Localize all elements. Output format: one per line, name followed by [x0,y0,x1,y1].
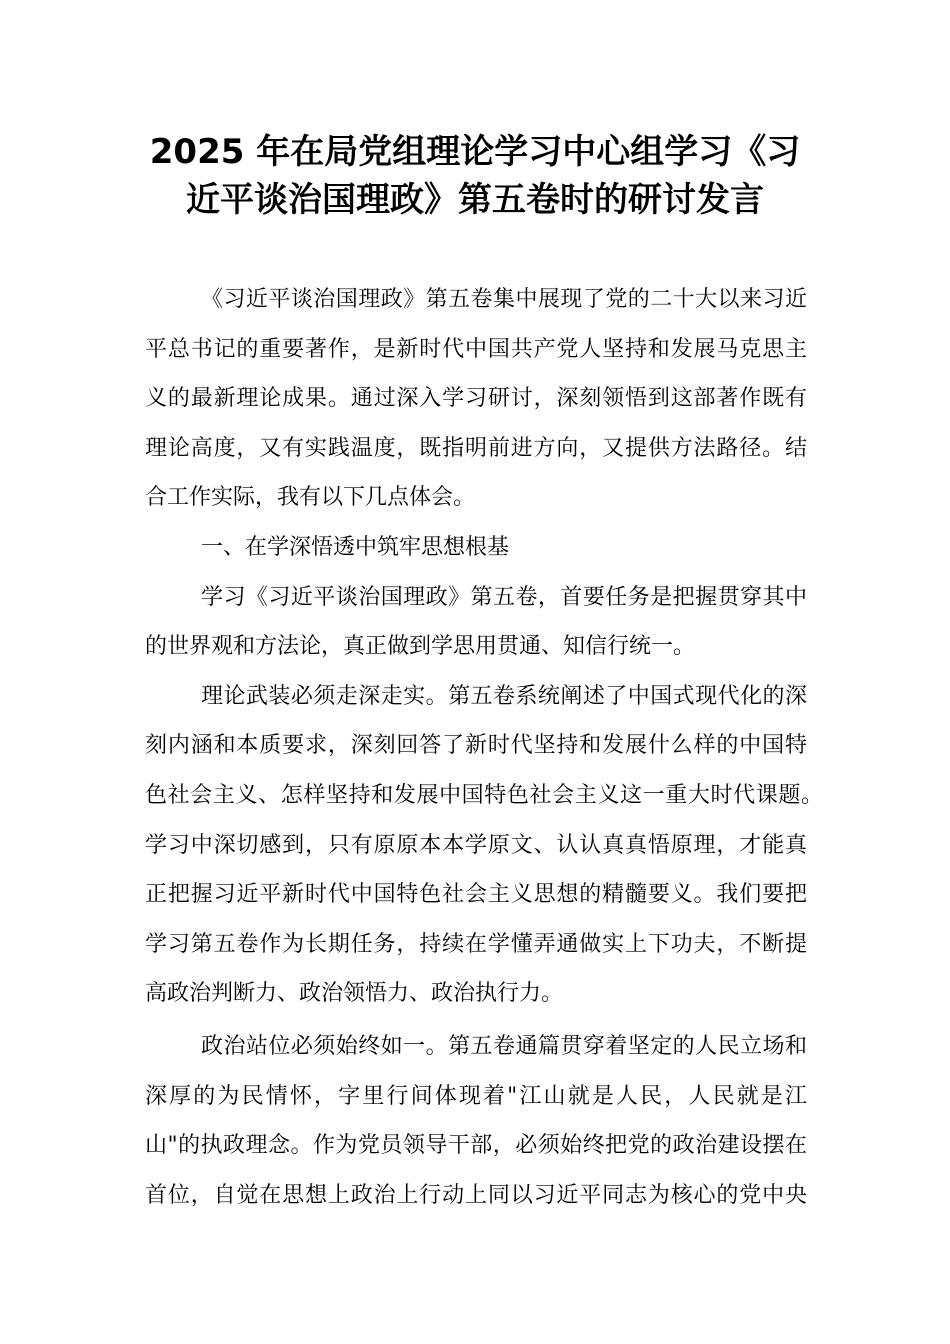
text-line: 深厚的为民情怀，字里行间体现着"江山就是人民，人民就是江 [145,1083,807,1109]
text-line: 义的最新理论成果。通过深入学习研讨，深刻领悟到这部著作既有 [145,386,807,412]
text-line: 学习第五卷作为长期任务，持续在学懂弄通做实上下功夫，不断提 [145,931,807,957]
text-line: 山"的执政理念。作为党员领导干部，必须始终把党的政治建设摆在 [145,1133,807,1159]
text-line: 《习近平谈治国理政》第五卷集中展现了党的二十大以来习近 [201,287,807,312]
text-line: 政治站位必须始终如一。第五卷通篇贯穿着坚定的人民立场和 [201,1033,807,1059]
text-line: 合工作实际，我有以下几点体会。 [145,485,476,511]
document-body [145,275,823,1220]
text-line: 理论高度，又有实践温度，既指明前进方向，又提供方法路径。结 [145,435,807,461]
intro-paragraph [145,275,807,523]
text-line: 正把握习近平新时代中国特色社会主义思想的精髓要义。我们要把 [145,882,807,908]
text-line: 的世界观和方法论，真正做到学思用贯通、知信行统一。 [145,634,696,660]
text-line: 理论武装必须走深走实。第五卷系统阐述了中国式现代化的深 [201,683,807,709]
text-line: 高政治判断力、政治领悟力、政治执行力。 [145,981,564,1007]
paragraph [145,1022,807,1220]
section-heading-text: 一、在学深悟透中筑牢思想根基 [201,534,510,560]
section-heading [145,523,807,573]
paragraph [145,573,807,672]
title-line: 2025 年在局党组理论学习中心组学习《习 [149,132,801,172]
text-line: 学习中深切感到，只有原原本本学原文、认认真真悟原理，才能真 [145,832,807,858]
text-line: 刻内涵和本质要求，深刻回答了新时代坚持和发展什么样的中国特 [145,733,807,759]
text-line: 平总书记的重要著作，是新时代中国共产党人坚持和发展马克思主 [145,336,807,362]
title-line: 近平谈治国理政》第五卷时的研讨发言 [186,180,764,220]
text-line: 学习《习近平谈治国理政》第五卷，首要任务是把握贯穿其中 [201,584,807,610]
text-line: 首位，自觉在思想上政治上行动上同以习近平同志为核心的党中央 [145,1182,807,1208]
paragraph [145,672,823,1019]
document-title [0,128,950,224]
text-line: 色社会主义、怎样坚持和发展中国特色社会主义这一重大时代课题。 [145,782,823,808]
